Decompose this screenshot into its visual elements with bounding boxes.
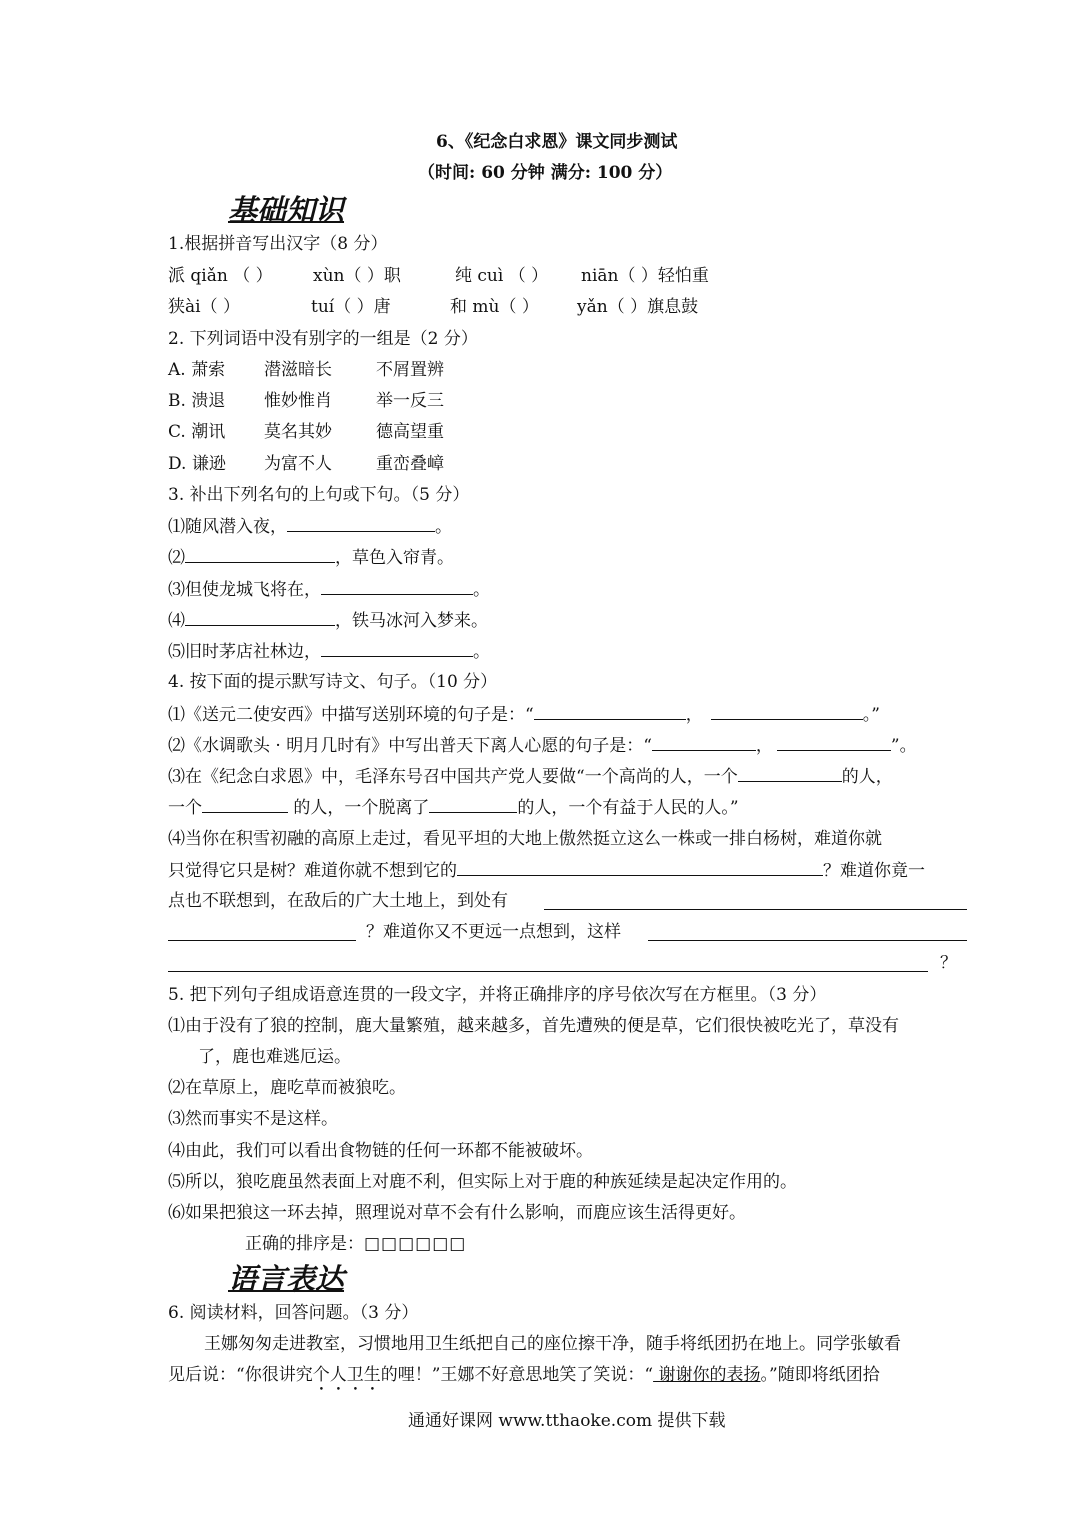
q4-stem: 4. 按下面的提示默写诗文、句子。（10 分） — [168, 672, 498, 692]
answer-blank[interactable] — [711, 703, 863, 720]
answer-blank[interactable] — [544, 909, 967, 910]
q1-item: 派 qiǎn （ ） — [168, 266, 273, 286]
q1-stem: 1.根据拼音写出汉字（8 分） — [168, 234, 388, 254]
emphasized-phrase: 个人卫生 — [312, 1365, 381, 1385]
q6-paragraph-line-2 — [168, 1364, 880, 1395]
q4-line-2 — [168, 734, 917, 757]
answer-blank[interactable] — [534, 703, 686, 720]
q3-item-4 — [168, 609, 488, 632]
q3-item-text: ，草色入帘青。 — [335, 548, 454, 568]
q2-option-d: 为富不人 — [264, 454, 332, 474]
q3-item-text: ，铁马冰河入梦来。 — [335, 611, 488, 631]
q1-item: xùn（ ）职 — [313, 266, 401, 286]
q4-text: ， — [685, 705, 703, 725]
underlined-phrase: 谢谢你的表扬 — [653, 1365, 761, 1385]
q6-paragraph-line-1: 王娜匆匆走进教室，习惯地用卫生纸把自己的座位擦干净，随手将纸团扔在地上。同学张敏看 — [204, 1334, 901, 1354]
q3-item-text: ⑶但使龙城飞将在， — [168, 580, 321, 600]
answer-boxes[interactable]: □□□□□□ — [364, 1234, 467, 1254]
q3-item-1 — [168, 515, 452, 538]
q1-item: 纯 cuì （ ） — [455, 266, 549, 286]
q3-item-text: 。 — [435, 517, 452, 537]
q3-item-2 — [168, 546, 454, 569]
q2-option-a: 不屑置辨 — [376, 360, 444, 380]
q5-sentence-4: ⑷由此，我们可以看出食物链的任何一环都不能被破坏。 — [168, 1141, 593, 1161]
q4-line-6 — [168, 859, 925, 882]
answer-blank[interactable] — [168, 940, 356, 941]
q2-option-b: B. 溃退 — [168, 391, 226, 411]
q3-item-5 — [168, 640, 490, 663]
q2-option-c: 德高望重 — [376, 422, 444, 442]
q4-text: ？难道你竟一 — [823, 861, 925, 881]
q1-item: 和 mù（ ） — [450, 297, 539, 317]
q4-line-5: ⑷当你在积雪初融的高原上走过，看见平坦的大地上傲然挺立这么一株或一排白杨树，难道你就 — [168, 829, 882, 849]
q3-item-text: ⑷ — [168, 611, 185, 631]
q4-text: ⑵《水调歌头 · 明月几时有》中写出普天下离人心愿的句子是：“ — [168, 736, 652, 756]
q4-text: ⑴《送元二使安西》中描写送别环境的句子是：“ — [168, 705, 534, 725]
q6-text: 见后说：“你很讲究 — [168, 1365, 313, 1385]
answer-blank[interactable] — [738, 765, 842, 782]
q3-item-text: ⑵ — [168, 548, 185, 568]
q4-text: ”。 — [890, 736, 917, 756]
q1-item: tuí（ ）唐 — [311, 297, 391, 317]
q5-sentence-2: ⑵在草原上，鹿吃草而被狼吃。 — [168, 1078, 406, 1098]
q4-text: ， — [755, 736, 773, 756]
q2-stem: 2. 下列词语中没有别字的一组是（2 分） — [168, 329, 478, 349]
q4-text: 的人，一个脱离了 — [288, 798, 430, 818]
q5-sentence-6: ⑹如果把狼这一环去掉，照理说对草不会有什么影响，而鹿应该生活得更好。 — [168, 1203, 746, 1223]
answer-blank[interactable] — [648, 940, 967, 941]
page-title: 6、《纪念白求恩》课文同步测试 — [436, 132, 678, 152]
answer-blank[interactable] — [185, 609, 335, 626]
answer-blank[interactable] — [168, 971, 928, 972]
q4-text: 只觉得它只是树？难道你就不想到它的 — [168, 861, 457, 881]
q3-item-text: 。 — [473, 580, 490, 600]
q5-stem: 5. 把下列句子组成语意连贯的一段文字，并将正确排序的序号依次写在方框里。（3 分） — [168, 985, 827, 1005]
q4-line-8: ？难道你又不更远一点想到，这样 — [366, 922, 621, 942]
answer-blank[interactable] — [202, 796, 288, 813]
q2-option-a: A. 萧索 — [168, 360, 226, 380]
answer-blank[interactable] — [287, 515, 435, 532]
q5-sentence-3: ⑶然而事实不是这样。 — [168, 1109, 338, 1129]
answer-blank[interactable] — [777, 734, 891, 751]
answer-blank[interactable] — [321, 578, 473, 595]
q4-text: 。” — [862, 705, 880, 725]
answer-blank[interactable] — [429, 796, 517, 813]
q3-item-text: ⑴随风潜入夜， — [168, 517, 287, 537]
q2-option-d: 重峦叠嶂 — [376, 454, 444, 474]
q3-item-text: ⑸旧时茅店社林边， — [168, 642, 321, 662]
footer-credit: 通通好课网 www.tthaoke.com 提供下载 — [408, 1411, 726, 1431]
section-heading-expression: 语言表达 — [228, 1262, 345, 1296]
q4-text: 一个 — [168, 798, 202, 818]
q1-item: niān（ ）轻怕重 — [581, 266, 709, 286]
answer-blank[interactable] — [185, 546, 335, 563]
answer-blank[interactable] — [457, 859, 823, 876]
q3-item-3 — [168, 578, 490, 601]
q4-line-3 — [168, 765, 893, 788]
q6-text: 的哩！”王娜不好意思地笑了笑说：“ — [380, 1365, 654, 1385]
q2-option-c: C. 潮讯 — [168, 422, 226, 442]
q1-item: 狭ài（ ） — [168, 297, 240, 317]
q4-text: 的人， — [841, 767, 893, 787]
answer-blank[interactable] — [652, 734, 756, 751]
q1-item: yǎn（ ）旗息鼓 — [577, 297, 699, 317]
q5-sentence-1: ⑴由于没有了狼的控制，鹿大量繁殖，越来越多，首先遭殃的便是草，它们很快被吃光了，草没有 — [168, 1016, 899, 1036]
q5-sentence-1-cont: 了，鹿也难逃厄运。 — [198, 1047, 351, 1067]
q2-option-b: 惟妙惟肖 — [264, 391, 332, 411]
answer-blank[interactable] — [321, 640, 473, 657]
q5-sentence-5: ⑸所以，狼吃鹿虽然表面上对鹿不利，但实际上对于鹿的种族延续是起决定作用的。 — [168, 1172, 797, 1192]
q2-option-a: 潜滋暗长 — [264, 360, 332, 380]
q4-line-1 — [168, 703, 880, 726]
q5-answer-label: 正确的排序是： — [245, 1234, 364, 1254]
q3-stem: 3. 补出下列名句的上句或下句。（5 分） — [168, 485, 470, 505]
section-heading-basics: 基础知识 — [228, 193, 345, 227]
q4-text: 点也不联想到，在敌后的广大土地上，到处有 — [168, 891, 508, 911]
time-info: （时间: 60 分钟 满分: 100 分） — [418, 163, 673, 183]
q4-line-7 — [168, 890, 508, 912]
q2-option-c: 莫名其妙 — [264, 422, 332, 442]
q4-line-9: ？ — [940, 953, 957, 973]
q3-item-text: 。 — [473, 642, 490, 662]
q4-text: ⑶在《纪念白求恩》中，毛泽东号召中国共产党人要做“一个高尚的人，一个 — [168, 767, 738, 787]
q5-answer-row — [245, 1233, 466, 1255]
q4-line-4 — [168, 796, 739, 819]
q4-text: 的人，一个有益于人民的人。” — [517, 798, 739, 818]
q6-stem: 6. 阅读材料，回答问题。（3 分） — [168, 1303, 419, 1323]
q2-option-b: 举一反三 — [376, 391, 444, 411]
q2-option-d: D. 谦逊 — [168, 454, 226, 474]
q6-text: 。”随即将纸团拾 — [760, 1365, 880, 1385]
